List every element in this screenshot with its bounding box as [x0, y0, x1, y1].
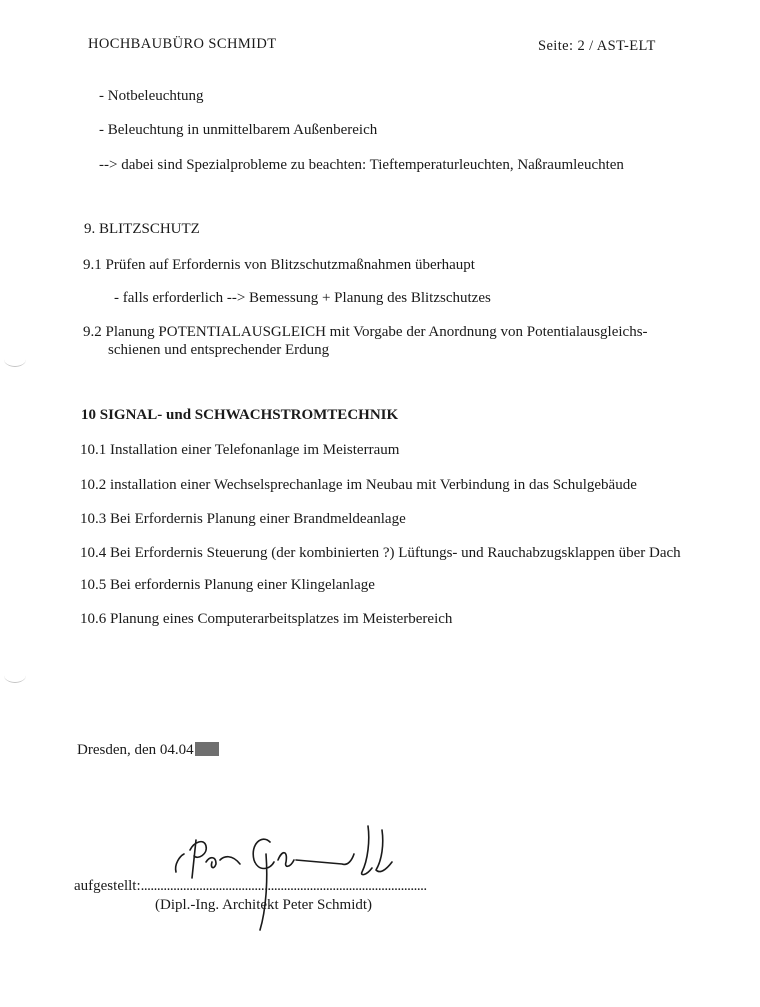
item-9-1: 9.1 Prüfen auf Erfordernis von Blitzschutzmaßnahmen überhaupt [83, 257, 475, 273]
handwritten-signature [170, 820, 410, 935]
item-10-5: 10.5 Bei erfordernis Planung einer Klingelanlage [80, 577, 375, 593]
author-name: (Dipl.-Ing. Architekt Peter Schmidt) [155, 897, 373, 913]
punch-hole-mark [4, 668, 26, 683]
section-9-heading: 9. BLITZSCHUTZ [84, 221, 200, 237]
item-9-2-line1: 9.2 Planung POTENTIALAUSGLEICH mit Vorgabe der Anordnung von Potentialausgleichs- [83, 324, 648, 340]
item-10-3: 10.3 Bei Erfordernis Planung einer Brandmeldeanlage [80, 511, 406, 527]
date-text: Dresden, den 04.04 [77, 742, 194, 758]
item-9-2-line2: schienen und entsprechender Erdung [108, 342, 330, 358]
lighting-item-exterior: - Beleuchtung in unmittelbarem Außenbereich [99, 122, 378, 138]
prepared-label: aufgestellt: [74, 878, 141, 894]
item-9-1-sub: - falls erforderlich --> Bemessung + Planung des Blitzschutzes [114, 290, 491, 306]
redaction-block [195, 742, 219, 756]
item-10-2: 10.2 installation einer Wechselsprechanlage im Neubau mit Verbindung in das Schulgebäude [80, 477, 637, 493]
punch-hole-mark [4, 352, 26, 367]
page-reference: Seite: 2 / AST-ELT [538, 38, 656, 54]
lighting-item-emergency: - Notbeleuchtung [99, 88, 204, 104]
item-10-1: 10.1 Installation einer Telefonanlage im Meisterraum [80, 442, 400, 458]
date-line [77, 741, 219, 759]
company-name: HOCHBAUBÜRO SCHMIDT [88, 36, 277, 52]
signature-dots: ........................................................................................ [140, 878, 427, 894]
item-10-4: 10.4 Bei Erfordernis Steuerung (der kombinierten ?) Lüftungs- und Rauchabzugsklappen über Dach [80, 545, 681, 561]
lighting-item-special-note: --> dabei sind Spezialprobleme zu beachten: Tieftemperaturleuchten, Naßraumleuchten [99, 157, 624, 173]
item-10-6: 10.6 Planung eines Computerarbeitsplatzes im Meisterbereich [80, 611, 453, 627]
section-10-heading: 10 SIGNAL- und SCHWACHSTROMTECHNIK [81, 407, 399, 423]
